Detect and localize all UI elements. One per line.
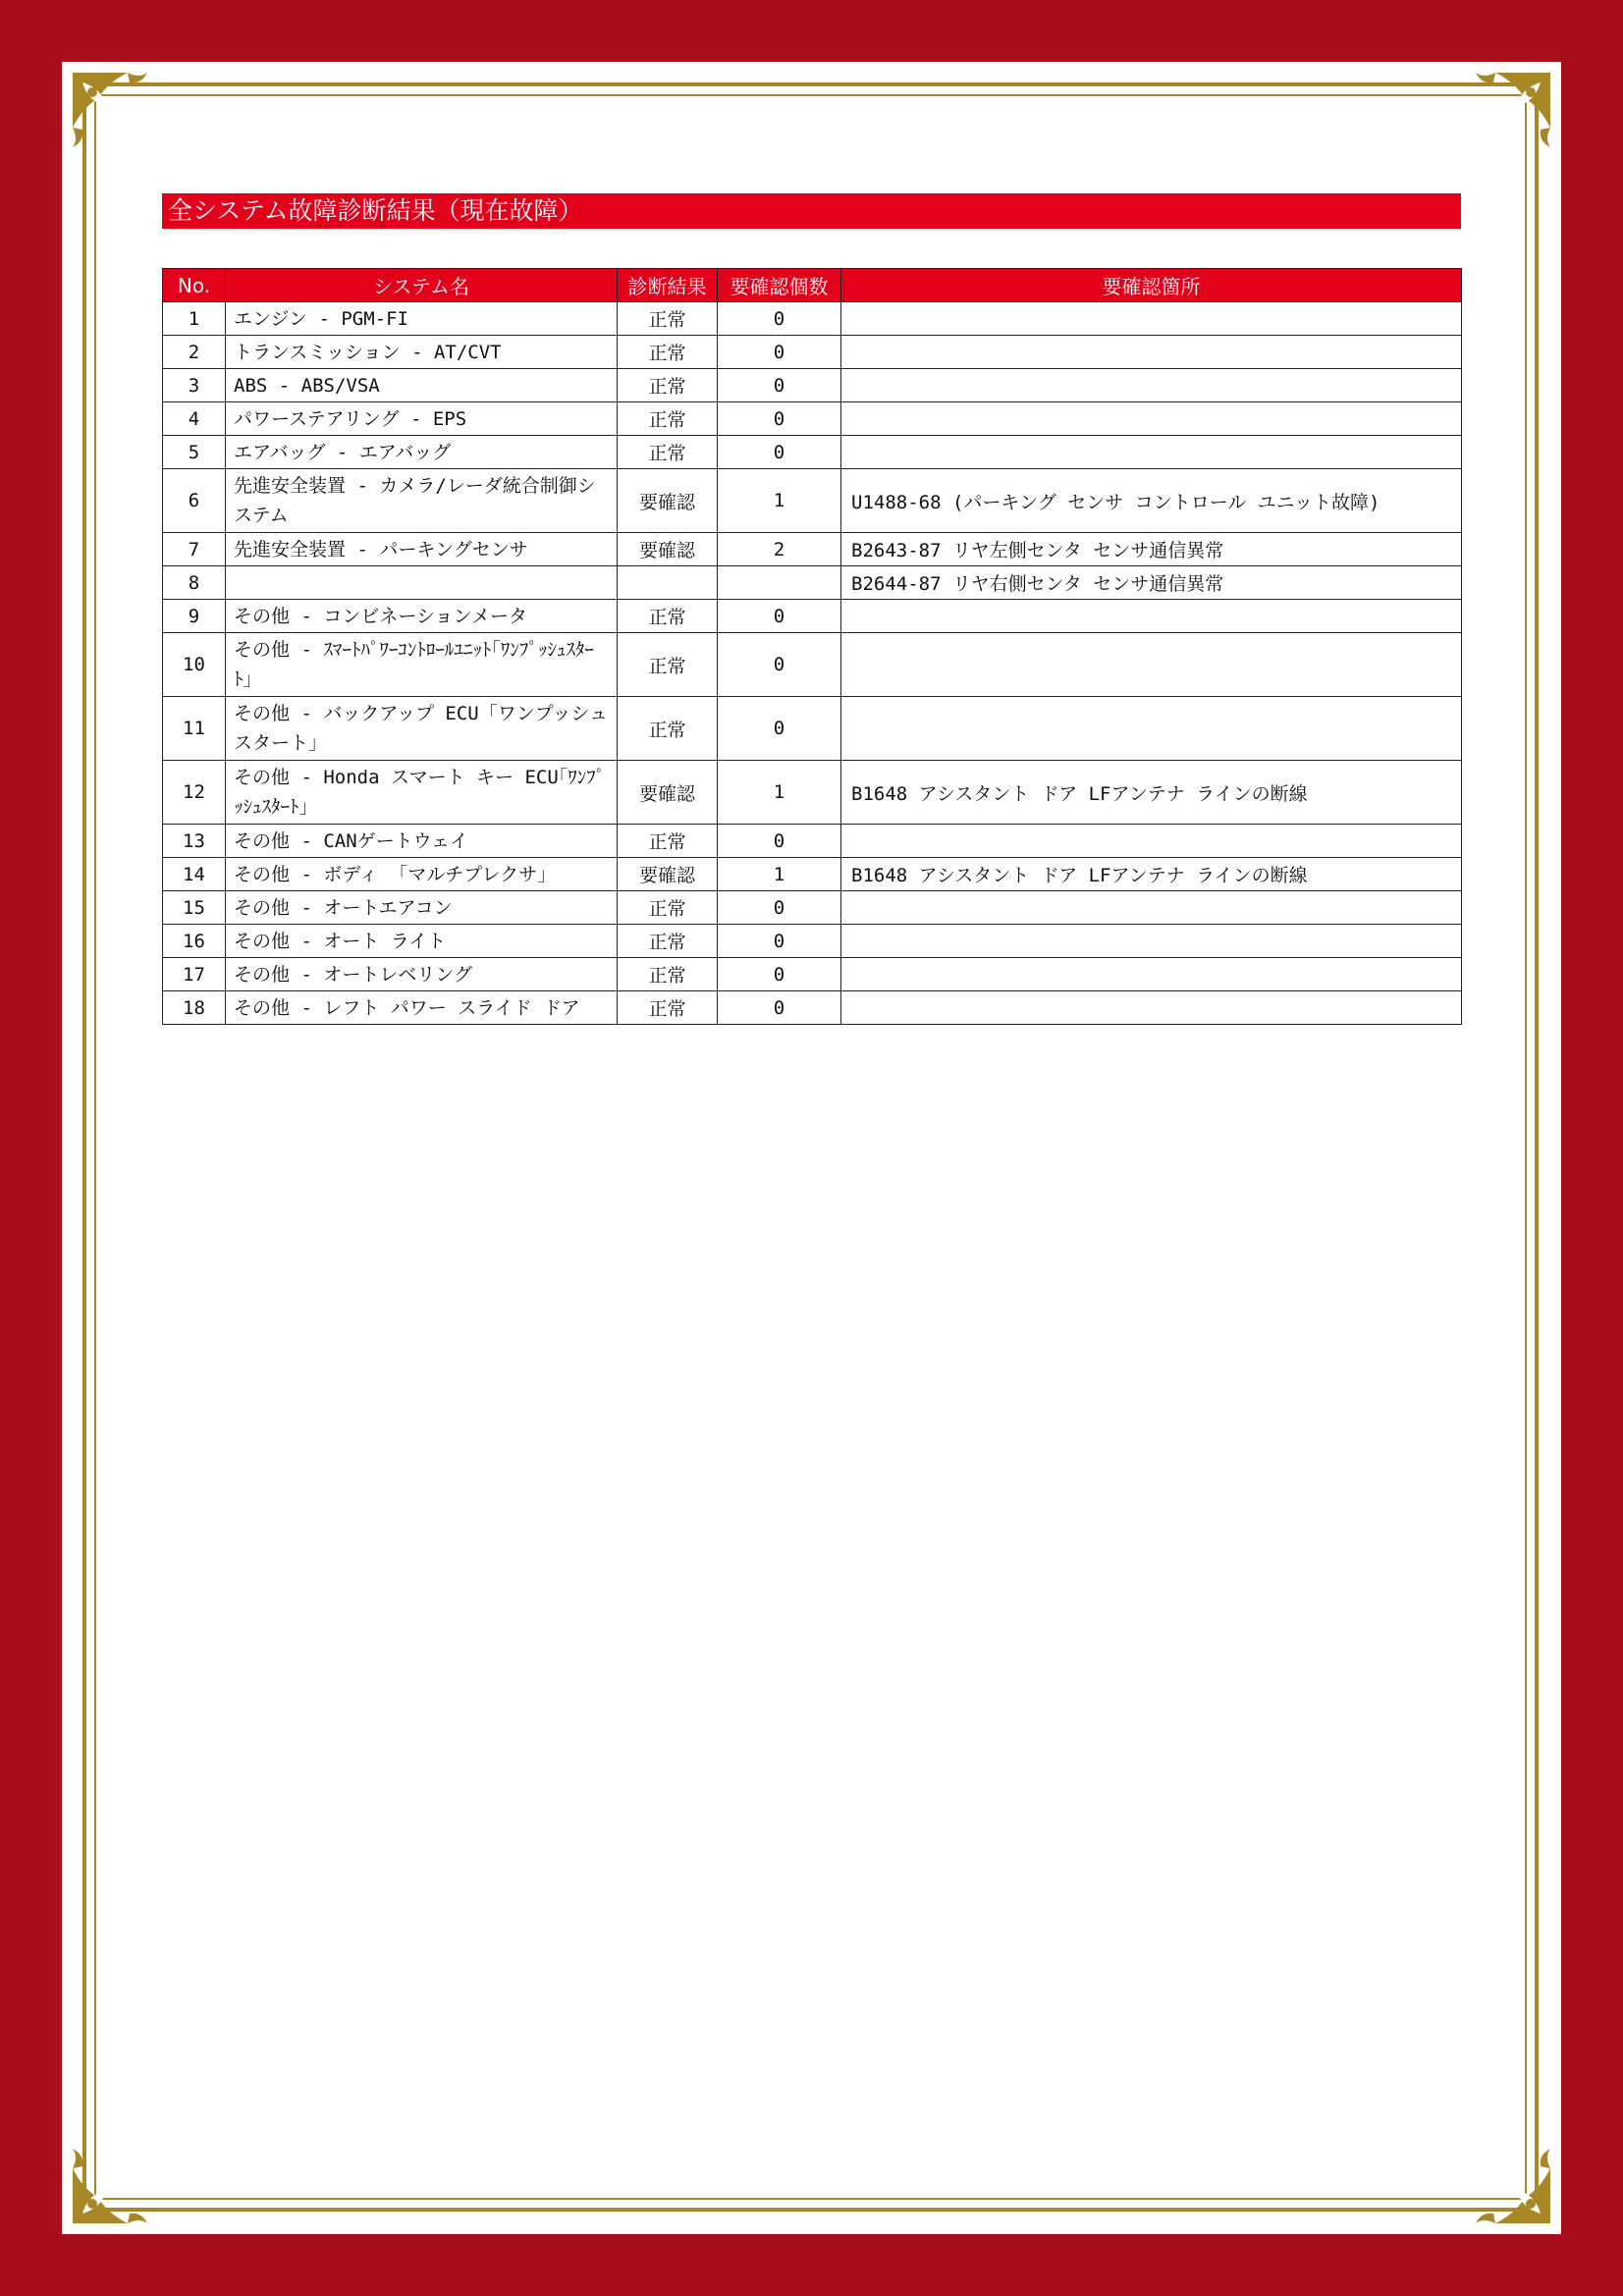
system-name: その他 - レフト パワー スライド ドア xyxy=(226,991,618,1025)
diagnosis-result: 要確認 xyxy=(618,858,718,891)
system-name: その他 - オートエアコン xyxy=(226,891,618,925)
row-number: 8 xyxy=(163,566,226,600)
table-row xyxy=(163,761,1462,825)
check-count: 0 xyxy=(718,958,841,991)
row-number: 16 xyxy=(163,925,226,958)
table-row xyxy=(163,633,1462,697)
table-row xyxy=(163,469,1462,533)
table-row xyxy=(163,697,1462,761)
diagnosis-result: 正常 xyxy=(618,402,718,436)
row-number: 10 xyxy=(163,633,226,697)
row-number: 7 xyxy=(163,533,226,566)
check-location xyxy=(841,369,1462,402)
column-header-no: No. xyxy=(163,269,226,302)
table-row xyxy=(163,991,1462,1025)
check-location xyxy=(841,697,1462,761)
column-header-result: 診断結果 xyxy=(618,269,718,302)
row-number: 11 xyxy=(163,697,226,761)
column-header-location: 要確認箇所 xyxy=(841,269,1462,302)
check-location xyxy=(841,600,1462,633)
row-number: 6 xyxy=(163,469,226,533)
row-number: 5 xyxy=(163,436,226,469)
check-count: 0 xyxy=(718,302,841,336)
row-number: 13 xyxy=(163,825,226,858)
table-row xyxy=(163,302,1462,336)
table-row xyxy=(163,566,1462,600)
check-location xyxy=(841,958,1462,991)
check-location: U1488-68 (パーキング センサ コントロール ユニット故障) xyxy=(841,469,1462,533)
column-header-system: システム名 xyxy=(226,269,618,302)
check-count: 0 xyxy=(718,991,841,1025)
row-number: 9 xyxy=(163,600,226,633)
check-location xyxy=(841,633,1462,697)
row-number: 12 xyxy=(163,761,226,825)
section-title: 全システム故障診断結果（現在故障） xyxy=(162,193,1461,229)
table-row xyxy=(163,436,1462,469)
check-count: 1 xyxy=(718,761,841,825)
diagnosis-result: 正常 xyxy=(618,633,718,697)
diagnosis-result: 要確認 xyxy=(618,533,718,566)
system-name: エアバッグ - エアバッグ xyxy=(226,436,618,469)
row-number: 17 xyxy=(163,958,226,991)
system-name: トランスミッション - AT/CVT xyxy=(226,336,618,369)
diagnosis-result: 正常 xyxy=(618,600,718,633)
system-name: 先進安全装置 - パーキングセンサ xyxy=(226,533,618,566)
diagnosis-result xyxy=(618,566,718,600)
column-header-count: 要確認個数 xyxy=(718,269,841,302)
check-count: 0 xyxy=(718,336,841,369)
table-row xyxy=(163,958,1462,991)
system-name: ABS - ABS/VSA xyxy=(226,369,618,402)
check-count: 0 xyxy=(718,436,841,469)
check-location: B2643-87 リヤ左側センタ センサ通信異常 xyxy=(841,533,1462,566)
check-count: 0 xyxy=(718,402,841,436)
table-row xyxy=(163,891,1462,925)
system-name: その他 - オート ライト xyxy=(226,925,618,958)
diagnosis-result: 正常 xyxy=(618,825,718,858)
check-location: B2644-87 リヤ右側センタ センサ通信異常 xyxy=(841,566,1462,600)
check-count: 0 xyxy=(718,925,841,958)
check-location xyxy=(841,302,1462,336)
corner-ornament-icon xyxy=(69,2137,159,2227)
system-name: その他 - バックアップ ECU「ワンプッシュスタート」 xyxy=(226,697,618,761)
check-location xyxy=(841,825,1462,858)
diagnosis-result: 正常 xyxy=(618,369,718,402)
diagnosis-result: 要確認 xyxy=(618,469,718,533)
table-row xyxy=(163,402,1462,436)
check-count: 1 xyxy=(718,858,841,891)
system-name: その他 - コンビネーションメータ xyxy=(226,600,618,633)
check-location: B1648 アシスタント ドア LFアンテナ ラインの断線 xyxy=(841,858,1462,891)
corner-ornament-icon xyxy=(1464,2137,1554,2227)
table-header-row xyxy=(163,269,1462,302)
check-count: 0 xyxy=(718,633,841,697)
check-count: 0 xyxy=(718,600,841,633)
check-count: 1 xyxy=(718,469,841,533)
corner-ornament-icon xyxy=(69,69,159,159)
system-name: その他 - CANゲートウェイ xyxy=(226,825,618,858)
check-location: B1648 アシスタント ドア LFアンテナ ラインの断線 xyxy=(841,761,1462,825)
table-row xyxy=(163,600,1462,633)
check-location xyxy=(841,336,1462,369)
check-count: 0 xyxy=(718,369,841,402)
check-count xyxy=(718,566,841,600)
table-row xyxy=(163,858,1462,891)
table-row xyxy=(163,825,1462,858)
check-count: 2 xyxy=(718,533,841,566)
check-count: 0 xyxy=(718,697,841,761)
diagnosis-result: 正常 xyxy=(618,697,718,761)
table-row xyxy=(163,369,1462,402)
system-name: その他 - オートレベリング xyxy=(226,958,618,991)
check-location xyxy=(841,436,1462,469)
check-count: 0 xyxy=(718,891,841,925)
check-location xyxy=(841,925,1462,958)
diagnosis-result: 正常 xyxy=(618,958,718,991)
check-count: 0 xyxy=(718,825,841,858)
row-number: 2 xyxy=(163,336,226,369)
table-row xyxy=(163,925,1462,958)
diagnosis-result: 正常 xyxy=(618,991,718,1025)
system-name: パワーステアリング - EPS xyxy=(226,402,618,436)
check-location xyxy=(841,402,1462,436)
table-row xyxy=(163,533,1462,566)
row-number: 4 xyxy=(163,402,226,436)
diagnosis-result: 正常 xyxy=(618,436,718,469)
table-row xyxy=(163,336,1462,369)
diagnosis-result: 正常 xyxy=(618,336,718,369)
row-number: 14 xyxy=(163,858,226,891)
system-name: その他 - ｽﾏｰﾄﾊﾟﾜｰｺﾝﾄﾛｰﾙﾕﾆｯﾄ｢ﾜﾝﾌﾟｯｼｭｽﾀｰﾄ｣ xyxy=(226,633,618,697)
system-name: 先進安全装置 - カメラ/レーダ統合制御システム xyxy=(226,469,618,533)
diagnosis-result: 正常 xyxy=(618,302,718,336)
system-name: その他 - ボディ 「マルチプレクサ」 xyxy=(226,858,618,891)
row-number: 15 xyxy=(163,891,226,925)
row-number: 3 xyxy=(163,369,226,402)
system-name xyxy=(226,566,618,600)
diagnosis-result: 要確認 xyxy=(618,761,718,825)
system-name: エンジン - PGM-FI xyxy=(226,302,618,336)
row-number: 1 xyxy=(163,302,226,336)
corner-ornament-icon xyxy=(1464,69,1554,159)
diagnosis-result: 正常 xyxy=(618,891,718,925)
system-name: その他 - Honda スマート キー ECU｢ﾜﾝﾌﾟｯｼｭｽﾀｰﾄ｣ xyxy=(226,761,618,825)
row-number: 18 xyxy=(163,991,226,1025)
diagnosis-table xyxy=(162,268,1462,1025)
check-location xyxy=(841,891,1462,925)
check-location xyxy=(841,991,1462,1025)
diagnosis-result: 正常 xyxy=(618,925,718,958)
